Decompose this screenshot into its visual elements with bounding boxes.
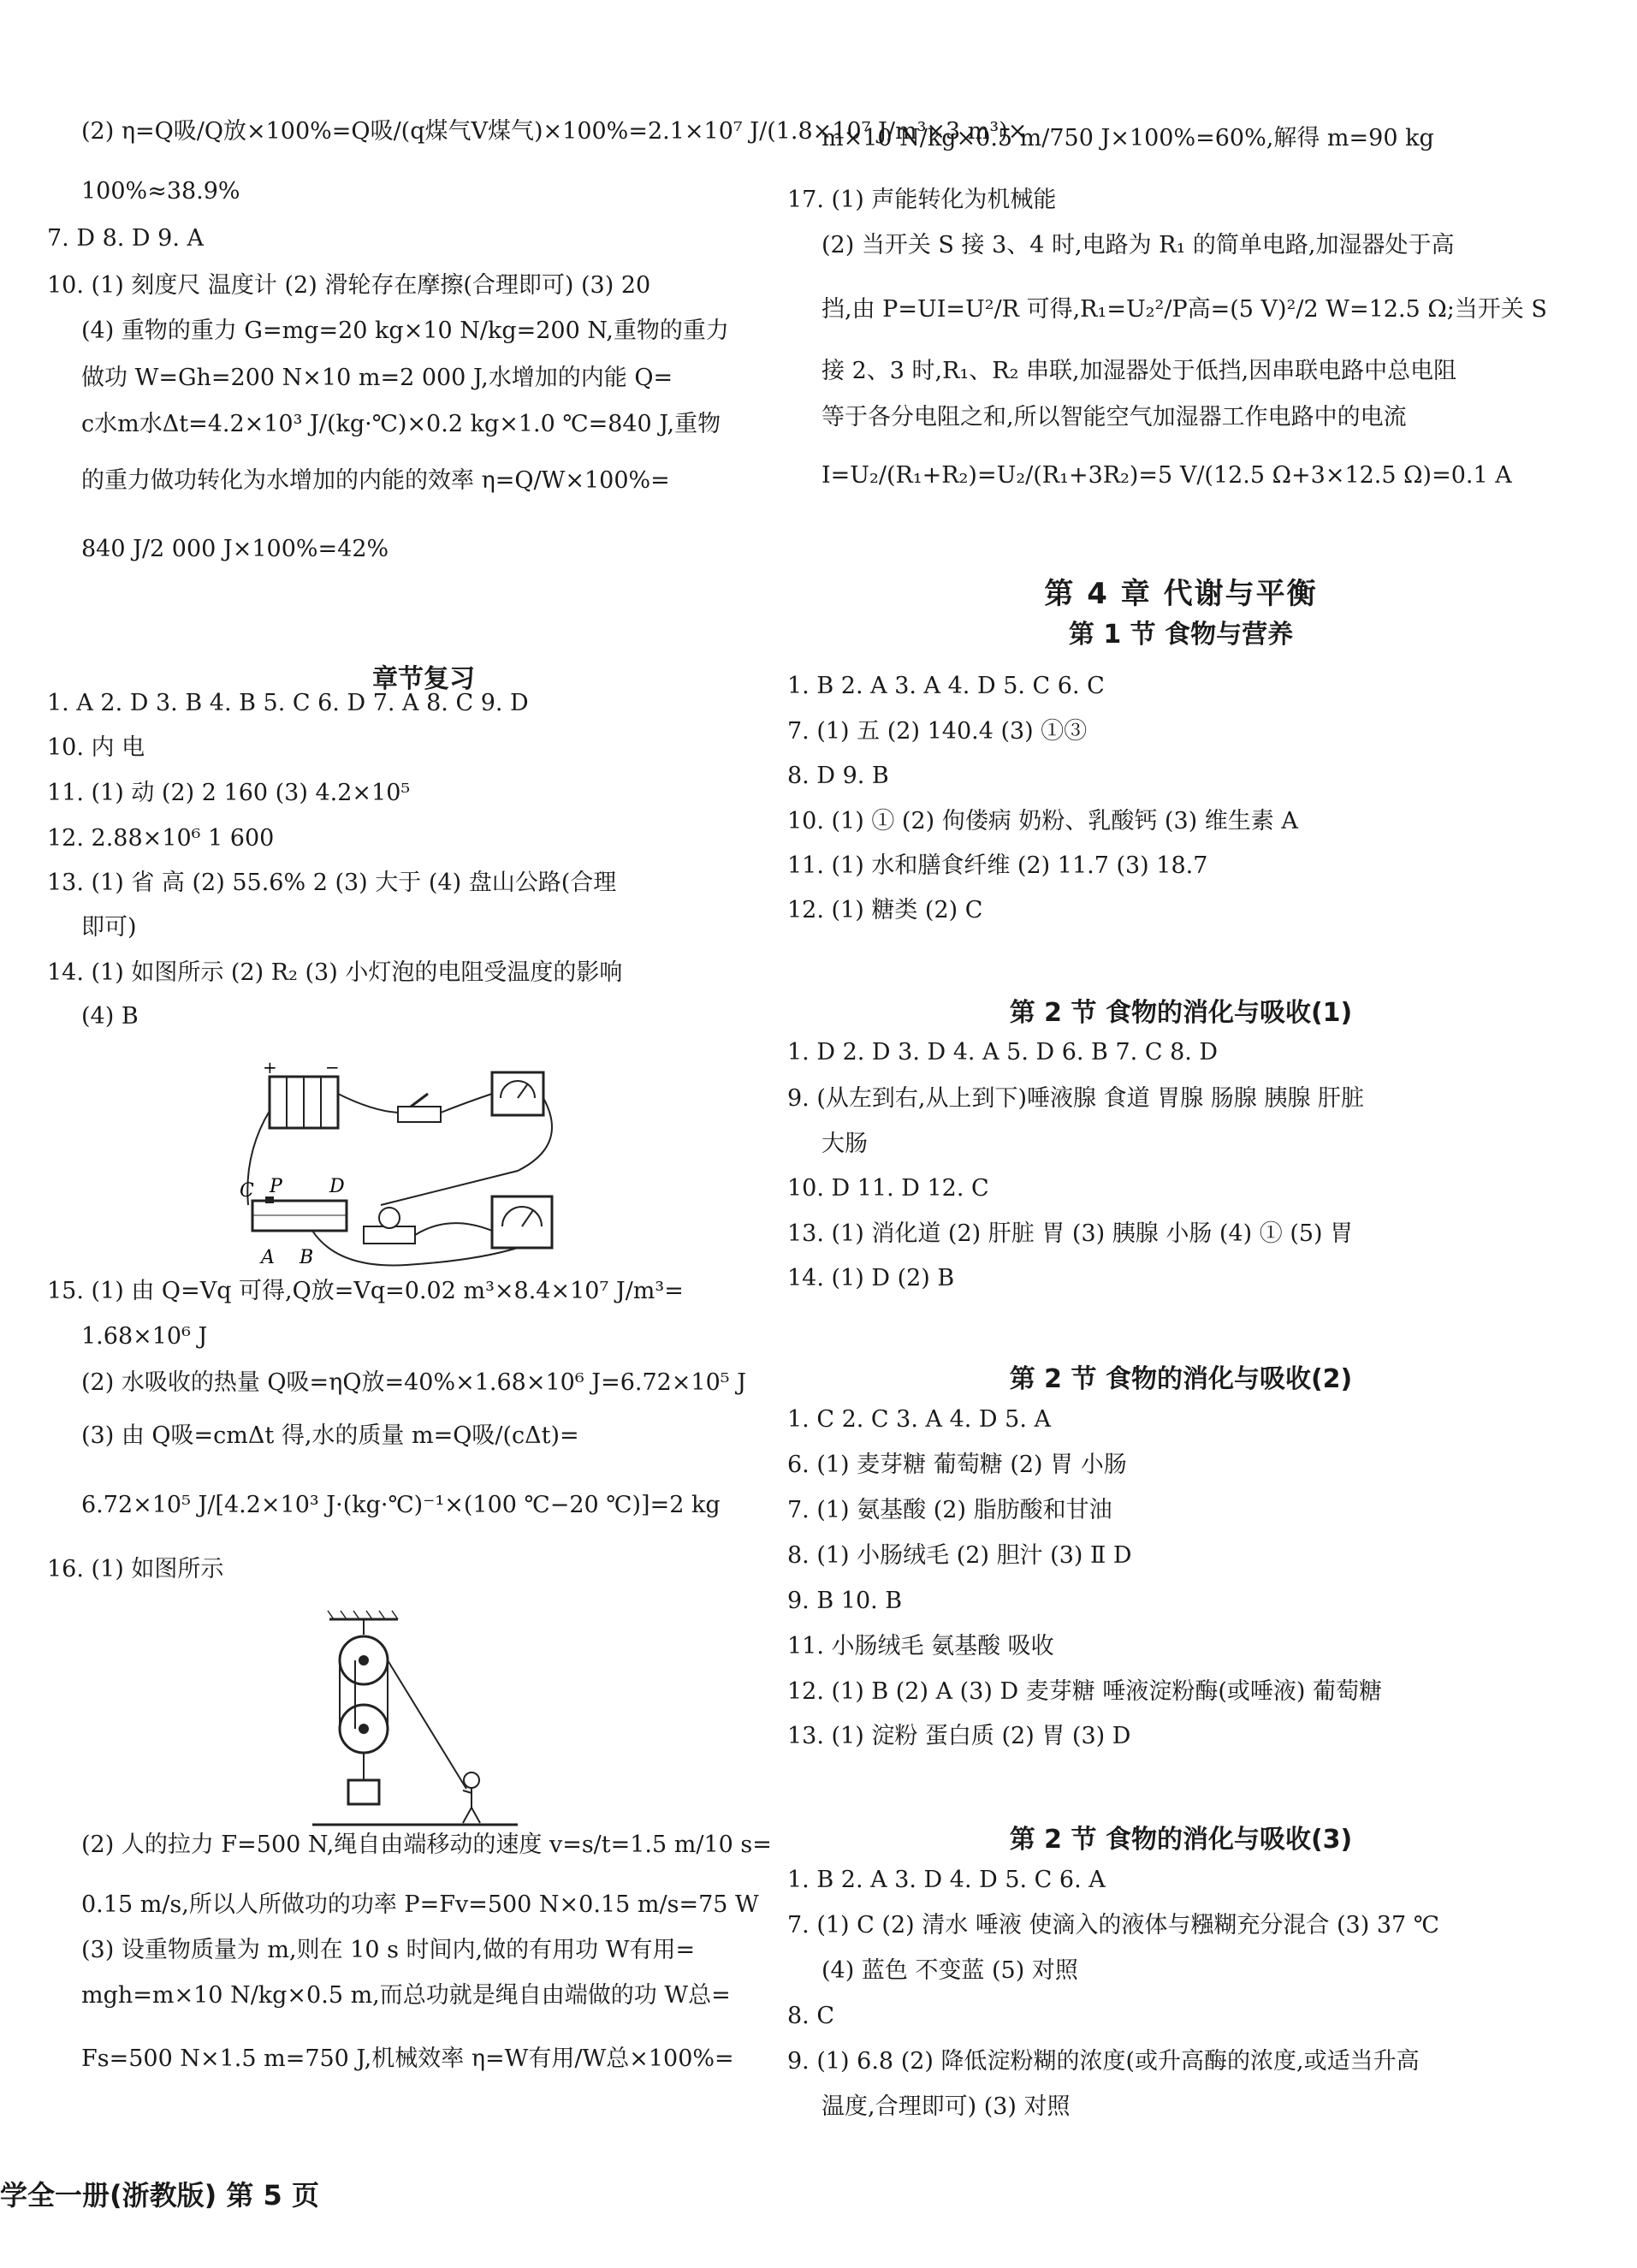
label-a: A [261,1247,275,1268]
answer-line: 13. (1) 消化道 (2) 肝脏 胃 (3) 胰腺 小肠 (4) ① (5) 胃 [787,1220,1354,1247]
pulley-figure [304,1609,526,1832]
answer-line: 16. (1) 如图所示 [47,1556,224,1582]
answer-line: 14. (1) 如图所示 (2) R₂ (3) 小灯泡的电阻受温度的影响 [47,959,623,986]
answer-line: 10. (1) ① (2) 佝偻病 奶粉、乳酸钙 (3) 维生素 A [787,808,1298,834]
answer-line: (2) 当开关 S 接 3、4 时,电路为 R₁ 的简单电路,加湿器处于高 [821,232,1455,258]
answer-line: 100%≈38.9% [81,178,240,205]
answer-line: 挡,由 P=UI=U²/R 可得,R₁=U₂²/P高=(5 V)²/2 W=12.5 Ω;当开关 S [821,296,1547,323]
answer-line: mgh=m×10 N/kg×0.5 m,而总功就是绳自由端做的功 W总= [81,1982,731,2009]
answer-line: 1. C 2. C 3. A 4. D 5. A [787,1406,1052,1433]
answer-line: 等于各分电阻之和,所以智能空气加湿器工作电路中的电流 [821,404,1407,430]
answer-line: 即可) [81,914,137,941]
section-heading: 第 4 章 代谢与平衡 [1044,577,1318,611]
answer-line: 温度,合理即可) (3) 对照 [821,2093,1071,2120]
answer-line: Fs=500 N×1.5 m=750 J,机械效率 η=W有用/W总×100%= [81,2045,734,2072]
answer-line: 10. D 11. D 12. C [787,1175,989,1202]
answer-line: 1. B 2. A 3. D 4. D 5. C 6. A [787,1867,1106,1893]
answer-line: (3) 由 Q吸=cmΔt 得,水的质量 m=Q吸/(cΔt)= [81,1422,579,1449]
answer-line: 大肠 [821,1131,868,1157]
answer-line: 12. 2.88×10⁶ 1 600 [47,825,275,852]
page-footer: 学全一册(浙教版) 第 5 页 [0,2179,319,2212]
answer-line: 8. (1) 小肠绒毛 (2) 胆汁 (3) Ⅱ D [787,1542,1132,1569]
answer-line: 1. D 2. D 3. D 4. A 5. D 6. B 7. C 8. D [787,1039,1219,1066]
label-p: P [270,1176,282,1197]
answer-line: 1. B 2. A 3. A 4. D 5. C 6. C [787,673,1105,699]
circuit-figure [235,1060,595,1282]
answer-line: 14. (1) D (2) B [787,1265,955,1291]
answer-line: 8. D 9. B [787,763,889,789]
answer-line: 13. (1) 省 高 (2) 55.6% 2 (3) 大于 (4) 盘山公路(合理 [47,870,617,896]
section-heading: 第 2 节 食物的消化与吸收(2) [1009,1364,1353,1394]
answer-line: 6.72×10⁵ J/[4.2×10³ J·(kg·℃)⁻¹×(100 ℃−20 ℃)]=2 kg [81,1492,721,1518]
answer-line: c水m水Δt=4.2×10³ J/(kg·℃)×0.2 kg×1.0 ℃=840 J,重物 [81,411,721,437]
answer-line: 9. (1) 6.8 (2) 降低淀粉糊的浓度(或升高酶的浓度,或适当升高 [787,2048,1420,2075]
answer-line: 7. D 8. D 9. A [47,225,204,252]
minus-label: − [325,1060,340,1078]
label-b: B [300,1247,314,1268]
answer-line: 7. (1) 五 (2) 140.4 (3) ①③ [787,718,1088,745]
section-heading: 第 2 节 食物的消化与吸收(3) [1009,1825,1353,1855]
answer-line: m×10 N/kg×0.5 m/750 J×100%=60%,解得 m=90 kg [821,125,1434,151]
answer-line: 15. (1) 由 Q=Vq 可得,Q放=Vq=0.02 m³×8.4×10⁷ J/m³= [47,1278,684,1304]
answer-line: (4) 重物的重力 G=mg=20 kg×10 N/kg=200 N,重物的重力 [81,318,729,344]
answer-line: 11. (1) 动 (2) 2 160 (3) 4.2×10⁵ [47,780,411,806]
answer-line: 做功 W=Gh=200 N×10 m=2 000 J,水增加的内能 Q= [81,365,673,391]
answer-line: (4) 蓝色 不变蓝 (5) 对照 [821,1957,1078,1984]
answer-line: 12. (1) B (2) A (3) D 麦芽糖 唾液淀粉酶(或唾液) 葡萄糖 [787,1678,1382,1705]
label-c: C [240,1180,254,1202]
answer-line: 6. (1) 麦芽糖 葡萄糖 (2) 胃 小肠 [787,1452,1127,1478]
answer-line: 7. (1) 氨基酸 (2) 脂肪酸和甘油 [787,1497,1112,1523]
answer-line: 17. (1) 声能转化为机械能 [787,187,1057,213]
answer-line: I=U₂/(R₁+R₂)=U₂/(R₁+3R₂)=5 V/(12.5 Ω+3×12.5 Ω)=0.1 A [821,462,1512,489]
answer-line: 接 2、3 时,R₁、R₂ 串联,加湿器处于低挡,因串联电路中总电阻 [821,358,1457,384]
answer-line: (2) 水吸收的热量 Q吸=ηQ放=40%×1.68×10⁶ J=6.72×10⁵ J [81,1369,747,1396]
answer-line: 12. (1) 糖类 (2) C [787,897,983,923]
answer-line: 10. 内 电 [47,734,145,761]
section-heading: 第 1 节 食物与营养 [1068,620,1294,650]
answer-line: 0.15 m/s,所以人所做功的功率 P=Fv=500 N×0.15 m/s=75 W [81,1891,759,1918]
answer-line: (2) 人的拉力 F=500 N,绳自由端移动的速度 v=s/t=1.5 m/10 s= [81,1832,772,1858]
answer-line: 10. (1) 刻度尺 温度计 (2) 滑轮存在摩擦(合理即可) (3) 20 [47,272,651,299]
answer-line: 的重力做功转化为水增加的内能的效率 η=Q/W×100%= [81,467,670,494]
heading-chapter-review: 章节复习 [372,664,475,694]
answer-line: 8. C [787,2003,835,2029]
answer-line: (3) 设重物质量为 m,则在 10 s 时间内,做的有用功 W有用= [81,1937,696,1963]
answer-line: 11. 小肠绒毛 氨基酸 吸收 [787,1633,1054,1659]
answer-line: 11. (1) 水和膳食纤维 (2) 11.7 (3) 18.7 [787,852,1208,879]
answer-line: 7. (1) C (2) 清水 唾液 使滴入的液体与糨糊充分混合 (3) 37 ℃ [787,1912,1439,1938]
answer-line: 840 J/2 000 J×100%=42% [81,536,389,562]
answer-line: 9. B 10. B [787,1588,903,1614]
answer-line: 1.68×10⁶ J [81,1323,208,1350]
answer-line: 1. A 2. D 3. B 4. B 5. C 6. D 7. A 8. C 9. D [47,690,529,716]
plus-label: + [263,1060,277,1078]
section-heading: 第 2 节 食物的消化与吸收(1) [1009,998,1353,1028]
answer-line: (4) B [81,1003,139,1030]
answer-line: (2) η=Q吸/Q放×100%=Q吸/(q煤气V煤气)×100%=2.1×10⁷ J/(1.8×10⁷ J/m³×3 m³)× [81,118,1028,145]
label-d: D [329,1176,345,1197]
answer-line: 13. (1) 淀粉 蛋白质 (2) 胃 (3) D [787,1723,1131,1749]
answer-line: 9. (从左到右,从上到下)唾液腺 食道 胃腺 肠腺 胰腺 肝脏 [787,1085,1364,1112]
